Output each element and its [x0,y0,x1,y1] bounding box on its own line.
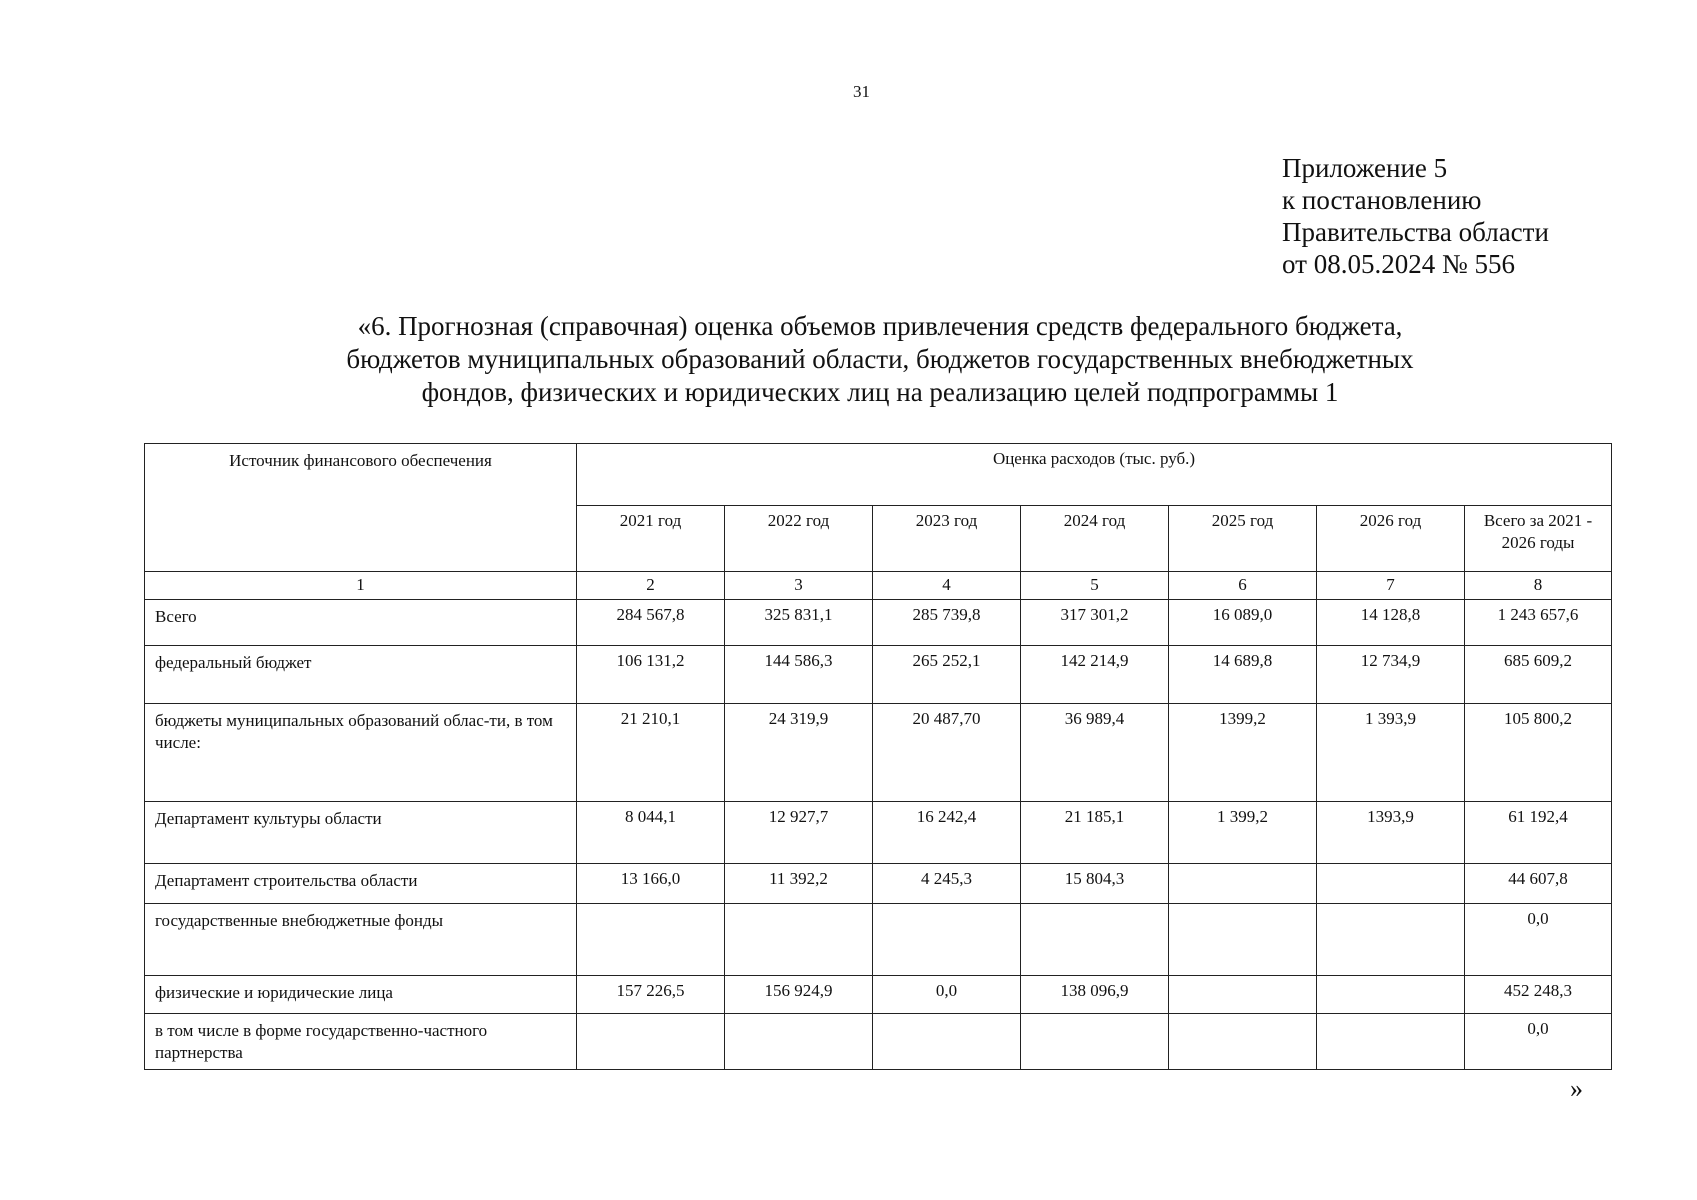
row-value: 14 128,8 [1317,600,1465,646]
row-value: 61 192,4 [1465,802,1612,864]
table-row [145,704,1612,802]
table-row [145,864,1612,904]
row-value: 105 800,2 [1465,704,1612,802]
row-label: Всего [145,600,577,646]
row-value: 0,0 [1465,1014,1612,1070]
row-label: федеральный бюджет [145,646,577,704]
row-value [725,1014,873,1070]
column-number: 4 [873,572,1021,600]
row-value: 452 248,3 [1465,976,1612,1014]
table-row [145,646,1612,704]
appendix-line: к постановлению [1282,185,1482,215]
row-value [1021,904,1169,976]
header-year: 2023 год [873,506,1021,572]
row-value: 325 831,1 [725,600,873,646]
row-label: физические и юридические лица [145,976,577,1014]
table-row [145,600,1612,646]
row-value: 11 392,2 [725,864,873,904]
title-line: «6. Прогнозная (справочная) оценка объемов привлечения средств федерального бюджета, [357,311,1403,341]
row-value: 1 399,2 [1169,802,1317,864]
row-value: 20 487,70 [873,704,1021,802]
row-value [1169,864,1317,904]
row-value [873,904,1021,976]
row-value: 265 252,1 [873,646,1021,704]
document-title [200,310,1560,409]
row-value [577,1014,725,1070]
page-number: 31 [853,82,870,101]
row-value [1169,904,1317,976]
table-row [145,904,1612,976]
row-value: 21 185,1 [1021,802,1169,864]
row-value: 24 319,9 [725,704,873,802]
row-value: 317 301,2 [1021,600,1169,646]
row-value: 1 393,9 [1317,704,1465,802]
row-value [577,904,725,976]
row-label: Департамент строительства области [145,864,577,904]
row-value: 16 242,4 [873,802,1021,864]
row-value: 16 089,0 [1169,600,1317,646]
table-row [145,976,1612,1014]
row-value: 0,0 [873,976,1021,1014]
row-value: 0,0 [1465,904,1612,976]
column-number-row [145,572,1612,600]
column-number: 2 [577,572,725,600]
header-year: 2021 год [577,506,725,572]
row-value [725,904,873,976]
header-year: 2026 год [1317,506,1465,572]
row-value [1021,1014,1169,1070]
row-value: 156 924,9 [725,976,873,1014]
row-value: 142 214,9 [1021,646,1169,704]
header-year: 2022 год [725,506,873,572]
column-number: 5 [1021,572,1169,600]
row-value [1317,976,1465,1014]
row-value: 21 210,1 [577,704,725,802]
header-source: Источник финансового обеспечения [145,444,577,572]
column-number: 8 [1465,572,1612,600]
row-value: 13 166,0 [577,864,725,904]
row-value: 36 989,4 [1021,704,1169,802]
funding-table [144,443,1612,1070]
row-value: 12 927,7 [725,802,873,864]
row-label: Департамент культуры области [145,802,577,864]
column-number: 3 [725,572,873,600]
row-label: бюджеты муниципальных образований облас-ти, в том числе: [145,704,577,802]
row-value [1317,904,1465,976]
row-label: государственные внебюджетные фонды [145,904,577,976]
row-value: 15 804,3 [1021,864,1169,904]
header-year: 2025 год [1169,506,1317,572]
row-value: 4 245,3 [873,864,1021,904]
column-number: 1 [145,572,577,600]
row-value: 12 734,9 [1317,646,1465,704]
row-value: 685 609,2 [1465,646,1612,704]
appendix-block [1282,152,1549,280]
appendix-line: Правительства области [1282,217,1549,247]
column-number: 6 [1169,572,1317,600]
title-line: фондов, физических и юридических лиц на реализацию целей подпрограммы 1 [421,377,1339,407]
row-value [873,1014,1021,1070]
row-value: 144 586,3 [725,646,873,704]
header-year-total: Всего за 2021 - 2026 годы [1465,506,1612,572]
row-value: 284 567,8 [577,600,725,646]
header-row [145,444,1612,506]
row-value: 14 689,8 [1169,646,1317,704]
row-value [1317,864,1465,904]
row-value: 1393,9 [1317,802,1465,864]
row-value: 157 226,5 [577,976,725,1014]
row-value: 1 243 657,6 [1465,600,1612,646]
row-value [1169,1014,1317,1070]
header-year: 2024 год [1021,506,1169,572]
table-row [145,802,1612,864]
row-value [1169,976,1317,1014]
row-value: 1399,2 [1169,704,1317,802]
appendix-line: Приложение 5 [1282,153,1448,183]
closing-quote: » [1570,1074,1583,1103]
column-number: 7 [1317,572,1465,600]
appendix-line: от 08.05.2024 № 556 [1282,249,1515,279]
row-value: 285 739,8 [873,600,1021,646]
row-value: 8 044,1 [577,802,725,864]
row-label: в том числе в форме государственно-частного партнерства [145,1014,577,1070]
table-row [145,1014,1612,1070]
row-value [1317,1014,1465,1070]
row-value: 106 131,2 [577,646,725,704]
header-estimate: Оценка расходов (тыс. руб.) [577,444,1612,506]
row-value: 138 096,9 [1021,976,1169,1014]
title-line: бюджетов муниципальных образований области, бюджетов государственных внебюджетных [346,344,1414,374]
row-value: 44 607,8 [1465,864,1612,904]
